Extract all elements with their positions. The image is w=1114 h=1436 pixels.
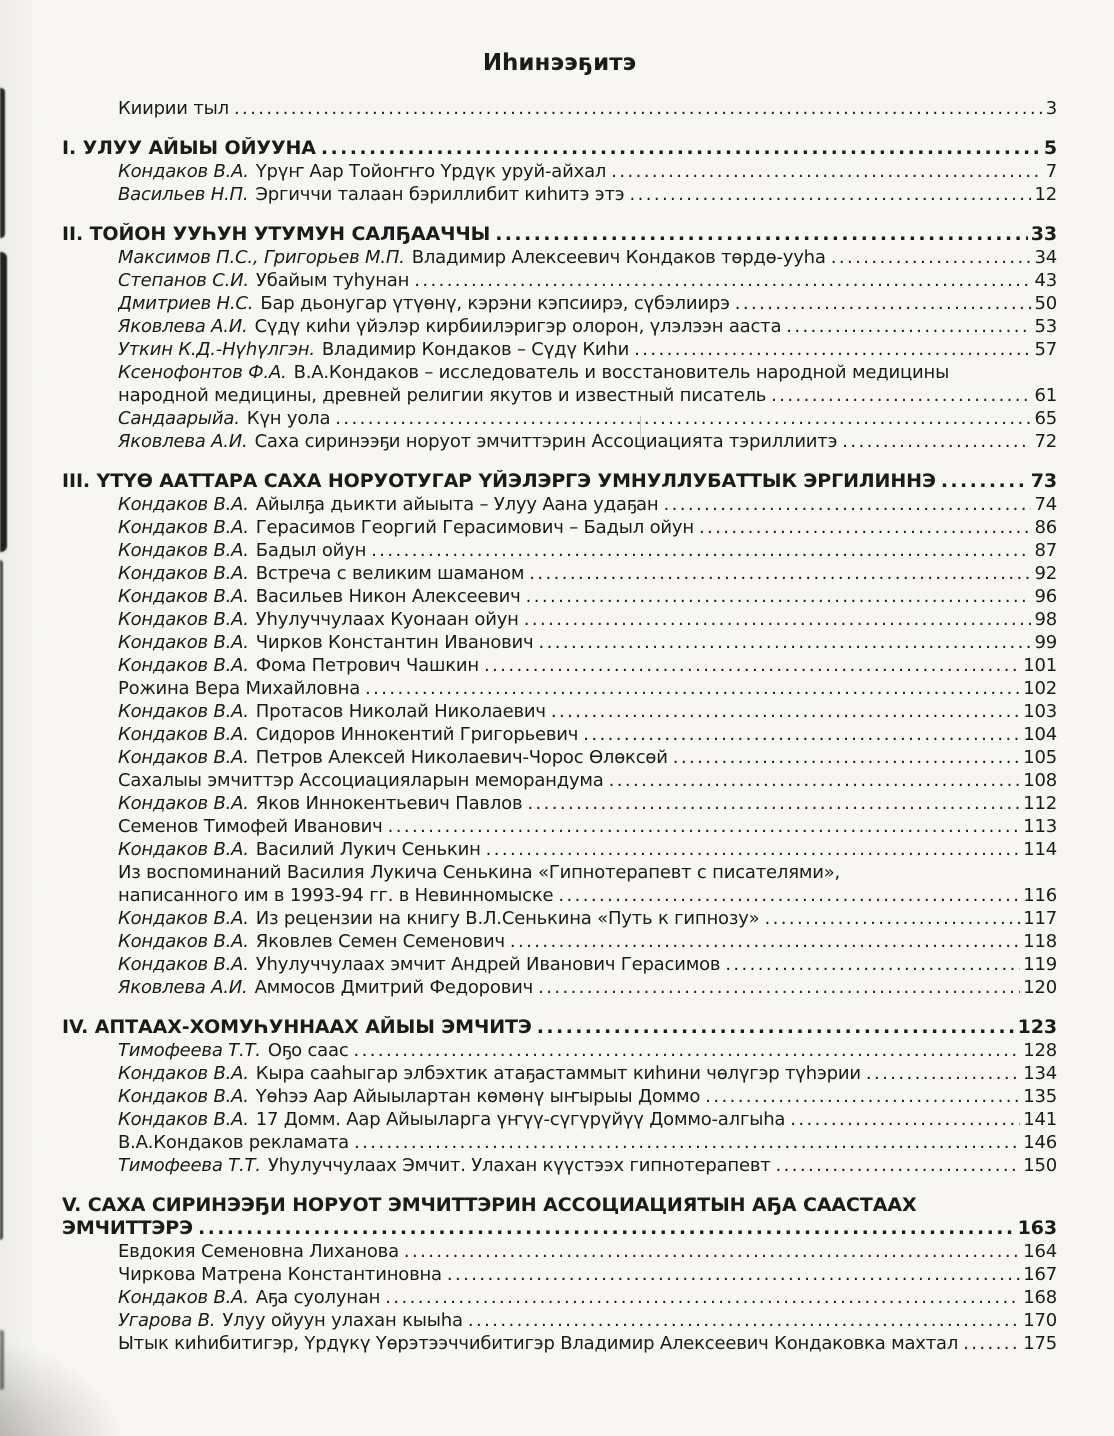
entry-author: Кондаков В.А. <box>118 1287 249 1308</box>
toc-entry-line <box>118 1332 1057 1355</box>
entry-page-number: 92 <box>1034 563 1057 584</box>
dot-leader <box>468 1309 1020 1332</box>
dot-leader <box>524 608 1032 631</box>
entry-page-number: 57 <box>1034 339 1057 360</box>
toc-heading-line <box>62 1217 1057 1240</box>
toc-entry <box>62 246 1057 269</box>
toc-entry-line <box>118 160 1057 183</box>
entry-title-text: Протасов Николай Николаевич <box>255 701 546 722</box>
dot-leader <box>484 654 1020 677</box>
toc-entry-line <box>118 930 1057 953</box>
entry-page-number: 108 <box>1023 770 1057 791</box>
entry-author: Васильев Н.П. <box>118 184 249 205</box>
dot-leader <box>551 700 1020 723</box>
toc-entry <box>62 631 1057 654</box>
toc-entry <box>62 838 1057 861</box>
entry-page-number: 53 <box>1034 316 1057 337</box>
toc-entry-line <box>118 338 1057 361</box>
entry-page-number: 135 <box>1023 1086 1057 1107</box>
entry-title-text: Чирков Константин Иванович <box>255 632 534 653</box>
entry-title-text: написанного им в 1993-94 гг. в Невинномыске <box>118 885 554 906</box>
toc-entry-line <box>118 384 1057 407</box>
entry-author: Кондаков В.А. <box>118 1086 249 1107</box>
entry-title-text: Үрүҥ Аар Тойоҥҥо Үрдүк уруй-айхал <box>255 161 607 182</box>
toc-entry <box>62 953 1057 976</box>
entry-page-number: 112 <box>1023 793 1057 814</box>
entry-title-text: Киирии тыл <box>118 98 229 119</box>
dot-leader <box>526 585 1032 608</box>
entry-author: Кондаков В.А. <box>118 609 249 630</box>
toc-entry <box>62 930 1057 953</box>
dot-leader <box>776 1154 1021 1177</box>
dot-leader <box>371 539 1031 562</box>
entry-author: Кондаков В.А. <box>118 540 249 561</box>
toc-entry <box>62 1309 1057 1332</box>
toc-entry <box>62 407 1057 430</box>
entry-page-number: 114 <box>1023 839 1057 860</box>
dot-leader <box>771 384 1031 407</box>
entry-title-text: Аҕа суолунан <box>255 1287 381 1308</box>
entry-page-number: 74 <box>1034 494 1057 515</box>
heading-text: ЭМЧИТТЭРЭ <box>62 1217 193 1239</box>
entry-page-number: 96 <box>1034 586 1057 607</box>
entry-title-text: Саха сиринээҕи норуот эмчиттэрин Ассоциацията тэриллиитэ <box>254 431 838 452</box>
entry-page-number: 43 <box>1034 270 1057 291</box>
toc-entry <box>62 430 1057 453</box>
entry-title-text: Встреча с великим шаманом <box>255 563 525 584</box>
entry-author: Дмитриев Н.С. <box>118 293 254 314</box>
entry-title-text: Яков Иннокентьевич Павлов <box>255 793 523 814</box>
toc-entry-line <box>118 700 1057 723</box>
toc-section <box>62 223 1057 453</box>
heading-text: II. ТОЙОН УУҺУН УТУМУН САЛҔААЧЧЫ <box>62 223 491 245</box>
entry-page-number: 170 <box>1023 1310 1057 1331</box>
toc-entry-line <box>118 654 1057 677</box>
toc-entry-line <box>118 1062 1057 1085</box>
toc-entry-line <box>118 407 1057 430</box>
entry-author: Яковлева А.И. <box>118 316 248 337</box>
toc-entry <box>62 269 1057 292</box>
entry-title-text: Кыра сааһыгар элбэхтик атаҕастаммыт киһини чөлүгэр түһэрии <box>255 1063 861 1084</box>
entry-title-text: Уһулуччулаах Эмчит. Улахан күүстээх гипнотерапевт <box>267 1155 771 1176</box>
entry-title-text: Оҕо саас <box>267 1040 349 1061</box>
heading-page-number: 73 <box>1030 470 1057 492</box>
entry-author: Кондаков В.А. <box>118 954 249 975</box>
toc-heading-line <box>62 1194 1057 1217</box>
entry-title-text: В.А.Кондаков – исследователь и восстановитель народной медицины <box>293 362 950 383</box>
entry-title-text: Чиркова Матрена Константиновна <box>118 1264 442 1285</box>
toc-entry <box>62 1332 1057 1355</box>
dot-leader <box>538 976 1020 999</box>
entry-author: Степанов С.И. <box>118 270 249 291</box>
entry-page-number: 3 <box>1045 98 1057 119</box>
entry-title-text: Уһулуччулаах Куонаан ойун <box>255 609 519 630</box>
dot-leader <box>537 1016 1015 1039</box>
entry-author: Сандаарыйа. <box>118 408 240 429</box>
toc-entry <box>62 769 1057 792</box>
entry-title-text: Фома Петрович Чашкин <box>255 655 479 676</box>
toc-section <box>62 1016 1057 1177</box>
toc-entry-line <box>118 1039 1057 1062</box>
entry-author: Угарова В. <box>118 1310 216 1331</box>
toc-section <box>62 97 1057 120</box>
toc-entry <box>62 338 1057 361</box>
scan-edge-artifact <box>0 88 5 238</box>
toc-entry <box>62 493 1057 516</box>
toc-entry-line <box>118 884 1057 907</box>
toc-entry <box>62 585 1057 608</box>
dot-leader <box>699 516 1032 539</box>
entry-page-number: 118 <box>1023 931 1057 952</box>
entry-author: Максимов П.С., Григорьев М.П. <box>118 247 405 268</box>
entry-page-number: 119 <box>1023 954 1057 975</box>
toc-entry <box>62 677 1057 700</box>
dot-leader <box>414 269 1031 292</box>
toc-entry <box>62 907 1057 930</box>
entry-author: Кондаков В.А. <box>118 563 249 584</box>
entry-author: Кондаков В.А. <box>118 908 249 929</box>
dot-leader <box>866 1062 1020 1085</box>
entry-title-text: Аммосов Дмитрий Федорович <box>254 977 534 998</box>
toc-entry-line <box>118 815 1057 838</box>
dot-leader <box>765 907 1021 930</box>
entry-title-text: Герасимов Георгий Герасимович – Бадыл ойун <box>255 517 694 538</box>
toc-entry-line <box>118 677 1057 700</box>
entry-title-text: Сахалыы эмчиттэр Ассоциацияларын меморандума <box>118 770 604 791</box>
entry-page-number: 150 <box>1023 1155 1057 1176</box>
dot-leader <box>354 1039 1021 1062</box>
toc-section <box>62 137 1057 206</box>
toc-entry-line <box>118 97 1057 120</box>
toc-heading-line <box>62 223 1057 246</box>
dot-leader <box>941 470 1028 493</box>
entry-author: Яковлева А.И. <box>118 431 248 452</box>
dot-leader <box>673 746 1021 769</box>
entry-title-text: Евдокия Семеновна Лиханова <box>118 1241 399 1262</box>
toc-entry-line <box>118 1085 1057 1108</box>
entry-page-number: 7 <box>1045 161 1057 182</box>
toc-entry-line <box>118 1131 1057 1154</box>
entry-author: Кондаков В.А. <box>118 839 249 860</box>
entry-page-number: 34 <box>1034 247 1057 268</box>
toc-entry-line <box>118 1286 1057 1309</box>
entry-author: Кондаков В.А. <box>118 632 249 653</box>
dot-leader <box>842 430 1031 453</box>
entry-title-text: Күн уола <box>246 408 331 429</box>
entry-page-number: 101 <box>1023 655 1057 676</box>
entry-page-number: 134 <box>1023 1063 1057 1084</box>
toc-section <box>62 1194 1057 1355</box>
heading-page-number: 5 <box>1043 137 1057 159</box>
entry-page-number: 50 <box>1034 293 1057 314</box>
entry-page-number: 116 <box>1023 885 1057 906</box>
toc-entry-line <box>118 430 1057 453</box>
dot-leader <box>629 183 1031 206</box>
dot-leader <box>583 723 1020 746</box>
entry-title-text: Из воспоминаний Василия Лукича Сенькина «Гипнотерапевт с писателями», <box>118 862 841 883</box>
toc-entry <box>62 792 1057 815</box>
entry-title-text: Бадыл ойун <box>255 540 367 561</box>
dot-leader <box>963 1332 1020 1355</box>
dot-leader <box>510 930 1020 953</box>
entry-author: Кондаков В.А. <box>118 724 249 745</box>
dot-leader <box>539 631 1032 654</box>
entry-title-text: Владимир Кондаков – Сүдү Киһи <box>321 339 630 360</box>
entry-page-number: 167 <box>1023 1264 1057 1285</box>
toc-entry-line <box>118 292 1057 315</box>
toc-entry-line <box>118 183 1057 206</box>
entry-title-text: Уһулуччулаах эмчит Андрей Иванович Герасимов <box>255 954 721 975</box>
entry-title-text: Улуу ойуун улахан кыыһа <box>222 1310 463 1331</box>
scan-edge-artifact <box>0 252 7 552</box>
entry-title-text: Айылҕа дьикти айыыта – Улуу Аана удаҕан <box>255 494 659 515</box>
toc-entry-line <box>118 1154 1057 1177</box>
dot-leader <box>404 1240 1020 1263</box>
toc-entry <box>62 1131 1057 1154</box>
toc-entry <box>62 1154 1057 1177</box>
toc-entry-line <box>118 246 1057 269</box>
dot-leader <box>609 769 1021 792</box>
toc-entry <box>62 1108 1057 1131</box>
toc-entry-line <box>118 562 1057 585</box>
dot-leader <box>735 292 1032 315</box>
scan-edge-artifact <box>0 1330 4 1390</box>
entry-title-text: Эргиччи талаан бэриллибит киһитэ этэ <box>255 184 625 205</box>
toc-entry <box>62 723 1057 746</box>
dot-leader <box>529 562 1031 585</box>
toc-entry <box>62 160 1057 183</box>
dot-leader <box>558 884 1020 907</box>
toc-entry-line <box>118 1108 1057 1131</box>
entry-page-number: 113 <box>1023 816 1057 837</box>
dot-leader <box>234 97 1043 120</box>
entry-page-number: 86 <box>1034 517 1057 538</box>
toc-entry <box>62 654 1057 677</box>
dot-leader <box>786 315 1031 338</box>
toc-entry <box>62 746 1057 769</box>
toc-entry-line <box>118 315 1057 338</box>
toc-entry <box>62 861 1057 907</box>
table-of-contents <box>62 97 1057 1355</box>
toc-entry <box>62 516 1057 539</box>
entry-page-number: 128 <box>1023 1040 1057 1061</box>
toc-entry <box>62 815 1057 838</box>
entry-title-text: В.А.Кондаков рекламата <box>118 1132 349 1153</box>
dot-leader <box>388 815 1021 838</box>
entry-title-text: Петров Алексей Николаевич-Чорос Өлөксөй <box>255 747 668 768</box>
toc-entry-line <box>118 861 1057 884</box>
entry-title-text: Ытык киһибитигэр, Үрдүкү Үөрэтээччибитигэр Владимир Алексеевич Кондаковка махтал <box>118 1333 959 1354</box>
dot-leader <box>634 338 1031 361</box>
entry-author: Кондаков В.А. <box>118 931 249 952</box>
entry-author: Уткин К.Д.-Нүһүлгэн. <box>118 339 315 360</box>
toc-entry <box>62 562 1057 585</box>
entry-author: Кондаков В.А. <box>118 517 249 538</box>
entry-page-number: 105 <box>1023 747 1057 768</box>
entry-title-text: Василий Лукич Сенькин <box>255 839 481 860</box>
entry-author: Кондаков В.А. <box>118 747 249 768</box>
entry-page-number: 103 <box>1023 701 1057 722</box>
toc-entry-line <box>118 953 1057 976</box>
toc-entry-line <box>118 516 1057 539</box>
toc-entry <box>62 361 1057 407</box>
entry-author: Кондаков В.А. <box>118 1063 249 1084</box>
dot-leader <box>527 792 1020 815</box>
entry-title-text: Семенов Тимофей Иванович <box>118 816 383 837</box>
heading-text: V. САХА СИРИНЭЭҔИ НОРУОТ ЭМЧИТТЭРИН АССОЦИАЦИЯТЫН АҔА СААСТААХ <box>62 1194 917 1216</box>
heading-text: I. УЛУУ АЙЫЫ ОЙУУНА <box>62 137 316 159</box>
entry-page-number: 175 <box>1023 1333 1057 1354</box>
entry-page-number: 164 <box>1023 1241 1057 1262</box>
toc-entry <box>62 1286 1057 1309</box>
toc-entry-line <box>118 723 1057 746</box>
toc-entry-line <box>118 269 1057 292</box>
entry-page-number: 65 <box>1034 408 1057 429</box>
toc-entry <box>62 976 1057 999</box>
dot-leader <box>705 1085 1020 1108</box>
entry-title-text: Владимир Алексеевич Кондаков төрдө-ууһа <box>411 247 826 268</box>
toc-entry <box>62 97 1057 120</box>
entry-page-number: 87 <box>1034 540 1057 561</box>
toc-entry-line <box>118 1263 1057 1286</box>
dot-leader <box>198 1217 1015 1240</box>
toc-entry-line <box>118 539 1057 562</box>
entry-title-text: Яковлев Семен Семенович <box>255 931 505 952</box>
toc-entry-line <box>118 792 1057 815</box>
entry-author: Тимофеева Т.Т. <box>118 1040 261 1061</box>
entry-page-number: 141 <box>1023 1109 1057 1130</box>
toc-entry-line <box>118 746 1057 769</box>
entry-title-text: 17 Домм. Аар Айыыларга үҥүү-сүгүрүйүү Доммо-алгыһа <box>255 1109 786 1130</box>
heading-text: IV. АПТААХ-ХОМУҺУННААХ АЙЫЫ ЭМЧИТЭ <box>62 1016 532 1038</box>
entry-title-text: Бар дьонугар үтүөнү, кэрэни кэпсиирэ, сүбэлиирэ <box>260 293 730 314</box>
heading-page-number: 163 <box>1017 1217 1057 1239</box>
dot-leader <box>486 838 1021 861</box>
toc-entry-line <box>118 907 1057 930</box>
entry-title-text: Из рецензии на книгу В.Л.Сенькина «Путь к гипнозу» <box>255 908 760 929</box>
entry-page-number: 72 <box>1034 431 1057 452</box>
toc-entry-line <box>118 631 1057 654</box>
entry-author: Ксенофонтов Ф.А. <box>118 362 287 383</box>
entry-page-number: 98 <box>1034 609 1057 630</box>
toc-entry <box>62 1062 1057 1085</box>
entry-page-number: 104 <box>1023 724 1057 745</box>
entry-author: Кондаков В.А. <box>118 701 249 722</box>
dot-leader <box>365 677 1020 700</box>
entry-page-number: 102 <box>1023 678 1057 699</box>
dot-leader <box>790 1108 1020 1131</box>
toc-entry <box>62 183 1057 206</box>
dot-leader <box>495 223 1028 246</box>
toc-entry-line <box>118 976 1057 999</box>
toc-heading-line <box>62 470 1057 493</box>
entry-page-number: 12 <box>1034 184 1057 205</box>
entry-author: Кондаков В.А. <box>118 161 249 182</box>
dot-leader <box>321 137 1041 160</box>
dot-leader <box>611 160 1043 183</box>
toc-entry <box>62 1085 1057 1108</box>
toc-entry-line <box>118 1240 1057 1263</box>
heading-page-number: 33 <box>1030 223 1057 245</box>
dot-leader <box>831 246 1032 269</box>
entry-title-text: Васильев Никон Алексеевич <box>255 586 521 607</box>
toc-entry-line <box>118 585 1057 608</box>
entry-title-text: Сүдү киһи үйэлэр кирбиилэригэр олорон, үлэлээн ааста <box>254 316 782 337</box>
entry-author: Кондаков В.А. <box>118 494 249 515</box>
entry-page-number: 146 <box>1023 1132 1057 1153</box>
toc-entry <box>62 292 1057 315</box>
toc-entry-line <box>118 361 1057 384</box>
toc-heading-line <box>62 137 1057 160</box>
dot-leader <box>335 407 1031 430</box>
entry-author: Кондаков В.А. <box>118 793 249 814</box>
entry-page-number: 168 <box>1023 1287 1057 1308</box>
entry-page-number: 61 <box>1034 385 1057 406</box>
page-title: Иһинээҕитэ <box>482 50 637 76</box>
toc-heading-line <box>62 1016 1057 1039</box>
entry-title-text: народной медицины, древней религии якутов и известный писатель <box>118 385 767 406</box>
entry-title-text: Сидоров Иннокентий Григорьевич <box>255 724 579 745</box>
toc-entry-line <box>118 1309 1057 1332</box>
entry-page-number: 120 <box>1023 977 1057 998</box>
entry-page-number: 99 <box>1034 632 1057 653</box>
entry-title-text: Убайым туһунан <box>255 270 410 291</box>
dot-leader <box>725 953 1020 976</box>
toc-entry-line <box>118 608 1057 631</box>
entry-author: Яковлева А.И. <box>118 977 248 998</box>
entry-title-text: Үөһээ Аар Айыылартан көмөнү ыҥырыы Доммо <box>255 1086 701 1107</box>
scan-edge-artifact <box>0 560 3 1240</box>
toc-entry <box>62 608 1057 631</box>
dot-leader <box>385 1286 1020 1309</box>
entry-author: Кондаков В.А. <box>118 1109 249 1130</box>
heading-page-number: 123 <box>1017 1016 1057 1038</box>
toc-entry <box>62 1039 1057 1062</box>
toc-entry <box>62 539 1057 562</box>
dot-leader <box>447 1263 1020 1286</box>
toc-entry <box>62 1240 1057 1263</box>
page-content <box>62 52 1057 1355</box>
toc-section <box>62 470 1057 999</box>
entry-title-text: Рожина Вера Михайловна <box>118 678 361 699</box>
entry-author: Кондаков В.А. <box>118 586 249 607</box>
toc-entry <box>62 1263 1057 1286</box>
dot-leader <box>663 493 1031 516</box>
entry-author: Тимофеева Т.Т. <box>118 1155 261 1176</box>
heading-text: III. ҮТҮӨ ААТТАРА САХА НОРУОТУГАР ҮЙЭЛЭРГЭ УМНУЛЛУБАТТЫК ЭРГИЛИННЭ <box>62 470 936 492</box>
toc-entry-line <box>118 769 1057 792</box>
toc-entry <box>62 315 1057 338</box>
dot-leader <box>354 1131 1020 1154</box>
toc-entry-line <box>118 493 1057 516</box>
entry-page-number: 117 <box>1023 908 1057 929</box>
toc-entry <box>62 700 1057 723</box>
entry-author: Кондаков В.А. <box>118 655 249 676</box>
toc-entry-line <box>118 838 1057 861</box>
